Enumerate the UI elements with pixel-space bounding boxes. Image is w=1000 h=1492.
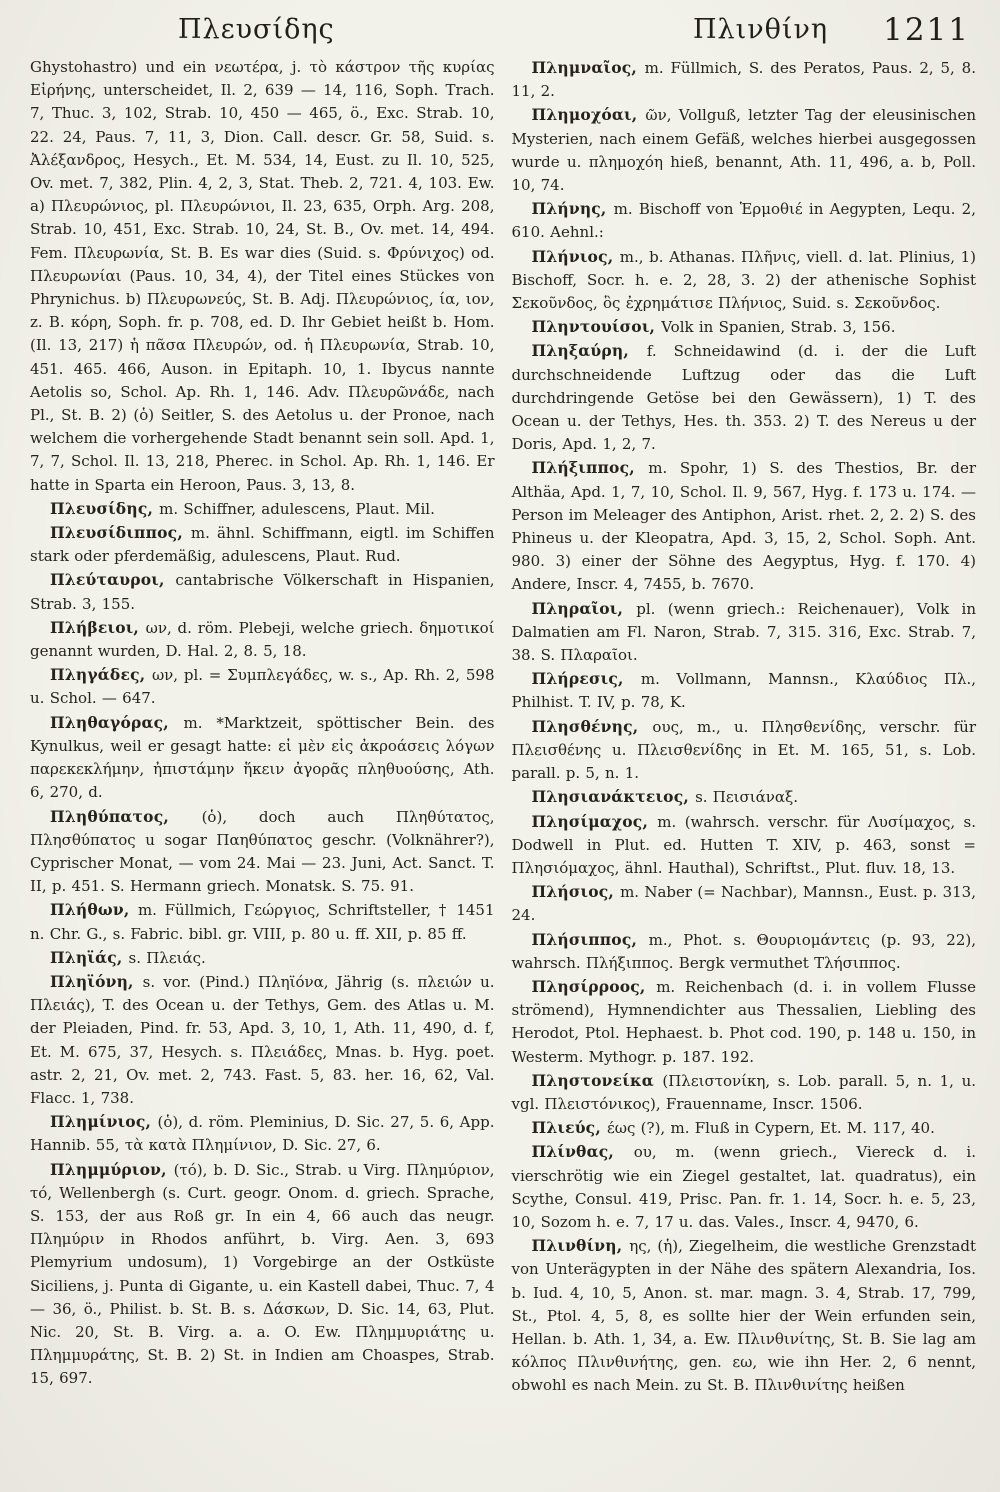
entry-body: Ghystohastro) und ein νεωτέρα, j. τὸ κάστρον τῆς κυρίας Εἰρήνης, unterscheidet, Il. 2, 639 — 14, 116, Soph. Trach. 7, Thuc. 3, 102, Strab. 10, 450 — 465, ö., Exc. Strab. 10, 22. 24, Paus. 7, 11, 3, Dion. Call. descr. Gr. 58, Suid. s. Ἀλέξανδρος, Hesych., Et. M. 534, 14, Eust. zu Il. 10, 525, Ov. met. 7, 382, Plin. 4, 2, 3, Stat. Theb. 2, 721. 4, 103. Ew. a) Πλευρώνιος, pl. Πλευρώνιοι, Il. 23, 635, Orph. Arg. 208, Strab. 10, 451, Exc. Strab. 10, 24, St. B., Ov. met. 14, 494. Fem. Πλευρωνία, St. B. Es war dies (Suid. s. Φρύνιχος) od. Πλευρωνίαι (Paus. 10, 34, 4), der Titel eines Stückes von Phrynichus. b) Πλευρωνεύς, St. B. Adj. Πλευρώνιος, ία, ιον, z. B. κόρη, Soph. fr. p. 708, ed. D. Ihr Gebiet heißt b. Hom. (Il. 13, 217) ἡ πᾶσα Πλευρών, od. ἡ Πλευρωνία, Strab. 10, 451. 465. 466, Auson. in Epitaph. 10, 1. Ibycus nannte Aetolis so, Schol. Ap. Rh. 1, 146. Adv. Πλευρῶνάδε, nach Pl., St. B. 2) (ὁ) Seitler, S. des Aetolus u. der Pronoe, nach welchem die vorhergehende Stadt benannt sein soll. Apd. 1, 7, 7, Schol. Il. 13, 218, Pherec. in Schol. Ap. Rh. 1, 146. Er hatte in Sparta ein Heroon, Paus. 3, 13, 8. [30, 58, 495, 494]
entry-headword: Πληϊάς, [50, 947, 129, 967]
running-head-right-keyword: Πλινθίνη [693, 14, 829, 45]
dictionary-entry [512, 928, 977, 975]
entry-headword: Πλήσιππος, [531, 929, 649, 949]
entry-body: m. *Marktzeit, spöttischer Bein. des Kynulkus, weil er gesagt hatte: εἰ μὲν εἰς ἀκροάσεις λόγων παρεκεκλήμην, ἠπιστάμην ἥκειν ἀγορᾶς πληθυούσης, Ath. 6, 270, d. [30, 713, 495, 802]
entry-headword: Πλημίνιος, [50, 1112, 158, 1132]
entry-body: ης, (ἡ), Ziegelheim, die westliche Grenzstadt von Unterägypten in der Nähe des spätern Alexandria, Ios. b. Iud. 4, 10, 5, Anon. st. mar. magn. 3. 4, Strab. 17, 799, St., Ptol. 4, 5, 8, es sollte hier der Wein erfunden sein, Hellan. b. Ath. 1, 34, a. Ew. Πλινθινίτης, St. B. Sie lag am κόλπος Πλινθινήτης, gen. εω, wie ihn Her. 2, 6 nennt, obwohl es nach Mein. zu St. B. Πλινθινίτης heißen [511, 1237, 976, 1395]
dictionary-entry [512, 810, 977, 881]
entry-headword: Πλημμύριον, [50, 1159, 174, 1179]
entry-headword: Πλήθων, [50, 900, 138, 920]
entry-body: (ὁ), d. röm. Pleminius, D. Sic. 27, 5. 6, App. Hannib. 55, τὰ κατὰ Πλημίνιον, D. Sic. 27, 6. [30, 1113, 495, 1155]
dictionary-entry [30, 805, 495, 899]
entry-body: m. Schiffner, adulescens, Plaut. Mil. [159, 499, 435, 518]
dictionary-entry [30, 970, 495, 1110]
entry-body: m., Phot. s. Θουριομάντεις (p. 93, 22), wahrsch. Πλήξιππος. Bergk vermuthet Τλήσιππος. [511, 930, 976, 972]
entry-headword: Πλήνης, [531, 199, 614, 219]
dictionary-entry [512, 315, 977, 339]
dictionary-entry [512, 245, 977, 316]
entry-headword: Πλήρεσις, [531, 669, 641, 689]
dictionary-entry [30, 568, 495, 615]
entry-headword: Πλήνιος, [531, 246, 620, 266]
entry-headword: Πλεύταυροι, [50, 570, 176, 590]
dictionary-entry [512, 1140, 977, 1234]
page-number: 1211 [883, 12, 970, 48]
entry-headword: Πλευσίδιππος, [50, 523, 191, 543]
entry-headword: Πληξαύρη, [531, 341, 647, 361]
entry-body: ους, m., u. Πλησθενίδης, verschr. für Πλεισθένης u. Πλεισθενίδης in Et. M. 165, 51, s. Lob. parall. p. 5, n. 1. [511, 717, 976, 783]
entry-headword: Πληραῖοι, [531, 598, 637, 618]
dictionary-entry [512, 197, 977, 244]
dictionary-entry [512, 103, 977, 197]
entry-headword: Πλησίμαχος, [531, 811, 658, 831]
entry-body: f. Schneidawind (d. i. der die Luft durchschneidende Luftzug oder das die Luft durchdringende Getöse bei den Gewässern), 1) T. des Ocean u. der Tethys, Hes. th. 353. 2) T. des Nereus u der Doris, Apd. 1, 2, 7. [511, 342, 976, 454]
entry-headword: Πλησίρροος, [531, 976, 657, 996]
entry-headword: Πλιεύς, [531, 1118, 608, 1138]
entry-headword: Πλημοχόαι, [531, 105, 646, 125]
entry-body: (ὁ), doch auch Πληθύτατος, Πλησθύπατος u sogar Παηθύπατος geschr. (Volknährer?), Cyprischer Monat, — vom 24. Mai — 23. Juni, Act. Sanct. T. II, p. 451. S. Hermann griech. Monatsk. S. 75. 91. [30, 807, 495, 896]
entry-body: s. Πλειάς. [128, 948, 206, 967]
dictionary-entry [30, 56, 495, 497]
dictionary-entry [30, 521, 495, 568]
entry-body: έως (?), m. Fluß in Cypern, Et. M. 117, 40. [607, 1119, 935, 1138]
text-columns [30, 56, 976, 1398]
entry-headword: Πλημναῖος, [531, 58, 645, 77]
dictionary-entry [30, 946, 495, 970]
entry-body: (τό), b. D. Sic., Strab. u Virg. Πλημύριον, τό, Wellenbergh (s. Curt. geogr. Onom. d. griech. Sprache, S. 153, der aus Roß gr. In ein 4, 66 auch das neugr. Πλημύριν in Rhodos anführt, b. Virg. Aen. 3, 693 Plemyrium undosum), 1) Vorgebirge an der Ostküste Siciliens, j. Punta di Gigante, u. ein Kastell dabei, Thuc. 7, 4 — 36, ö., Philist. b. St. B. s. Δάσκων, D. Sic. 14, 63, Plut. Nic. 20, St. B. Virg. a. a. O. Ew. Πλημμυριάτης u. Πλημμυράτης, St. B. 2) St. in Indien am Choaspes, Strab. 15, 697. [30, 1160, 495, 1388]
entry-body: m. Spohr, 1) S. des Thestios, Br. der Althäa, Apd. 1, 7, 10, Schol. Il. 9, 567, Hyg. f. 173 u. 174. — Person im Meleager des Antiphon, Arist. rhet. 2, 2. 2) S. des Phineus u. der Kleopatra, Apd. 3, 15, 2, Schol. Soph. Ant. 980. 3) einer der Söhne des Aegyptus, Hyg. f. 170. 4) Andere, Inscr. 4, 7455, b. 7670. [511, 459, 976, 594]
dictionary-entry [512, 456, 977, 596]
entry-headword: Πλινθίνη, [531, 1236, 630, 1256]
dictionary-entry [30, 711, 495, 805]
dictionary-entry [512, 1234, 977, 1397]
entry-headword: Πλίνθας, [531, 1142, 634, 1162]
entry-headword: Πλευσίδης, [50, 498, 160, 518]
entry-body: pl. (wenn griech.: Reichenauer), Volk in Dalmatien am Fl. Naron, Strab. 7, 315. 316, Exc. Strab. 7, 38. S. Πλαραῖοι. [511, 599, 976, 665]
dictionary-entry [512, 1069, 977, 1116]
entry-body: Volk in Spanien, Strab. 3, 156. [661, 318, 896, 337]
entry-headword: Πληϊόνη, [50, 971, 143, 991]
entry-body: (Πλειστονίκη, s. Lob. parall. 5, n. 1, u. vgl. Πλειστόνικος), Frauenname, Inscr. 1506. [511, 1071, 976, 1113]
running-head [0, 12, 1000, 56]
entry-body: ῶν, Vollguß, letzter Tag der eleusinischen Mysterien, nach einem Gefäß, welches hierbei ausgegossen wurde u. πλημοχόη hieß, benannt, Ath. 11, 496, a. b, Poll. 10, 74. [511, 106, 976, 195]
dictionary-entry [512, 56, 977, 103]
entry-headword: Πλήβειοι, [50, 617, 146, 637]
dictionary-entry [30, 616, 495, 663]
entry-body: s. vor. (Pind.) Πληϊόνα, Jährig (s. πλειών u. Πλειάς), T. des Ocean u. der Tethys, Gem. des Atlas u. M. der Pleiaden, Pind. fr. 53, Apd. 3, 10, 1, Ath. 11, 490, d. f, Et. M. 675, 37, Hesych. s. Πλειάδες, Mnas. b. Hyg. poet. astr. 2, 21, Ov. met. 2, 743. Fast. 5, 83. her. 16, 62, Val. Flacc. 1, 738. [30, 972, 495, 1107]
entry-body: ων, d. röm. Plebeji, welche griech. δημοτικοί genannt wurden, D. Hal. 2, 8. 5, 18. [30, 618, 495, 661]
entry-headword: Πληθύπατος, [50, 806, 202, 826]
entry-headword: Πλησιανάκτειος, [531, 787, 696, 807]
dictionary-entry [512, 880, 977, 927]
entry-body: m. Reichenbach (d. i. in vollem Flusse strömend), Hymnendichter aus Thessalien, Liebling des Herodot, Ptol. Hephaest. b. Phot cod. 190, p. 148 u. 150, in Westerm. Mythogr. p. 187. 192. [511, 977, 976, 1066]
column-right [512, 56, 977, 1398]
dictionary-entry [512, 1116, 977, 1140]
entry-headword: Πλήξιππος, [531, 458, 649, 478]
entry-body: m. Bischoff von Ἑρμοθιέ in Aegypten, Lequ. 2, 610. Aehnl.: [511, 200, 976, 242]
entry-headword: Πληντουίσοι, [531, 317, 662, 337]
entry-body: s. Πεισιάναξ. [695, 788, 799, 807]
dictionary-entry [30, 898, 495, 945]
dictionary-entry [512, 597, 977, 668]
dictionary-entry [512, 785, 977, 809]
entry-body: m., b. Athanas. Πλῆνις, viell. d. lat. Plinius, 1) Bischoff, Socr. h. e. 2, 28, 3. 2) der athenische Sophist Σεκοῦνδος, ὃς ἐχρημάτισε Πλήνιος, Suid. s. Σεκοῦνδος. [511, 247, 976, 313]
dictionary-entry [30, 663, 495, 710]
running-head-left-keyword: Πλευσίδης [178, 14, 335, 45]
dictionary-entry [512, 715, 977, 786]
entry-headword: Πλησθένης, [531, 716, 653, 736]
entry-body: m. (wahrsch. verschr. für Λυσίμαχος, s. Dodwell in Plut. ed. Hutten T. XIV, p. 463, sonst = Πλησιόμαχος, ähnl. Hauthal), Schriftst., Plut. fluv. 18, 13. [511, 812, 977, 877]
entry-headword: Πλήσιος, [531, 882, 621, 902]
column-left [30, 56, 495, 1398]
entry-body: m. Vollmann, Mannsn., Κλαύδιος Πλ., Philhist. T. IV, p. 78, K. [511, 670, 976, 712]
dictionary-entry [512, 667, 977, 714]
entry-headword: Πληγάδες, [50, 665, 152, 685]
entry-headword: Πληθαγόρας, [50, 712, 184, 732]
dictionary-entry [30, 497, 495, 521]
dictionary-entry [512, 975, 977, 1069]
entry-body: ου, m. (wenn griech., Viereck d. i. vierschrötig wie ein Ziegel gestaltet, lat. quadratus), ein Scythe, Consul. 419, Prisc. Pan. fr. 1. 14, Socr. h. e. 5, 23, 10, Sozom h. e. 7, 17 u. das. Vales., Inscr. 4, 9470, 6. [511, 1143, 977, 1231]
dictionary-entry [512, 339, 977, 456]
entry-body: cantabrische Völkerschaft in Hispanien, Strab. 3, 155. [30, 571, 495, 613]
entry-body: m. Naber (= Nachbar), Mannsn., Eust. p. 313, 24. [511, 883, 976, 925]
dictionary-entry [30, 1158, 495, 1391]
entry-headword: Πληστονείκα [531, 1070, 663, 1090]
entry-body: m. Füllmich, S. des Peratos, Paus. 2, 5, 8. 11, 2. [511, 59, 976, 101]
entry-body: ων, pl. = Συμπλεγάδες, w. s., Ap. Rh. 2, 598 u. Schol. — 647. [30, 666, 495, 708]
entry-body: m. ähnl. Schiffmann, eigtl. im Schiffen stark oder pferdemäßig, adulescens, Plaut. Rud. [30, 524, 495, 566]
dictionary-entry [30, 1110, 495, 1157]
entry-body: m. Füllmich, Γεώργιος, Schriftsteller, † 1451 n. Chr. G., s. Fabric. bibl. gr. VIII, p. 80 u. ff. XII, p. 85 ff. [30, 901, 495, 943]
